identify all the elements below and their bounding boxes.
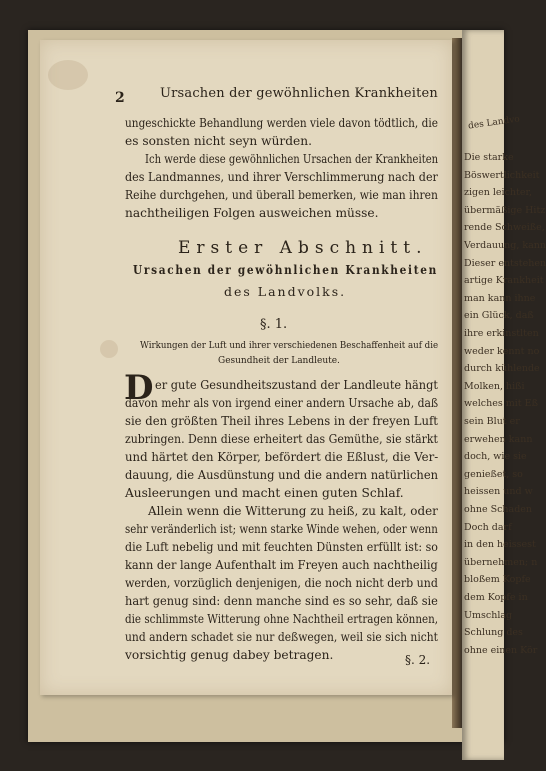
text-line: die Luft nebelig und mit feuchten Dünsten erfüllt ist: so [125, 540, 438, 554]
section-subtitle: Ursachen der gewöhnlichen Krankheiten [133, 262, 439, 277]
facing-page-line: erwehen kann [464, 433, 533, 445]
text-line: Ausleerungen und macht einen guten Schlaf. [125, 486, 404, 500]
section-subtitle-2: des Landvolks. [224, 284, 347, 299]
text-line: des Landmannes, und ihrer Verschlimmerung nach der [125, 170, 438, 184]
paragraph-number: §. 1. [260, 317, 288, 332]
paper-stain [100, 340, 118, 358]
facing-page-line: Die starke [464, 152, 514, 163]
facing-page-header: des Landvo [467, 114, 521, 132]
facing-page-line: bloßem Kopfe [464, 574, 531, 586]
text-line: es sonsten nicht seyn würden. [125, 134, 312, 148]
section-title: Erster Abschnitt. [178, 238, 428, 258]
text-line: dauung, die Ausdünstung und die andern natürlichen [125, 468, 439, 482]
facing-page-line: ein Glück, daß [464, 310, 534, 322]
facing-page-line: ihre erkinstlten [464, 328, 539, 339]
running-title: Ursachen der gewöhnlichen Krankheiten [160, 86, 438, 101]
text-line: nachtheiligen Folgen ausweichen müsse. [125, 206, 379, 220]
facing-page-line: artige Krankheit [464, 275, 544, 287]
paragraph-caption: Wirkungen der Luft und ihrer verschiedenen Beschaffenheit auf die [140, 341, 439, 351]
facing-page-line: in den heissest [464, 539, 536, 551]
text-line: hart genug sind: denn manche sind es so sehr, daß sie [125, 594, 438, 608]
text-line: ungeschickte Behandlung werden viele davon tödtlich, die [125, 116, 438, 130]
book-gutter [452, 38, 462, 728]
facing-page [462, 30, 546, 760]
text-line: Reihe durchgehen, und überall bemerken, wie man ihren [125, 188, 438, 202]
text-line: vorsichtig genug dabey betragen. [125, 648, 334, 662]
facing-page-line: genießet, so [464, 468, 523, 480]
drop-cap: D [124, 368, 154, 408]
text-line: die schlimmste Witterung ohne Nachtheil ertragen können, [125, 612, 439, 626]
facing-page-line: Verdauung, kann [464, 240, 546, 251]
facing-page-line: Doch darf [464, 521, 512, 533]
facing-page-line: durch kühlende [464, 363, 540, 375]
text-line: Ich werde diese gewöhnlichen Ursachen der Krankheiten [145, 152, 439, 166]
paragraph-caption-2: Gesundheit der Landleute. [218, 356, 340, 366]
text-line: werden, vorzüglich denjenigen, die noch nicht derb und [125, 576, 438, 590]
facing-page-line: zigen leichter, [464, 187, 532, 199]
facing-page-line: übernehmen; n [464, 556, 538, 568]
text-line: sehr veränderlich ist; wenn starke Winde wehen, oder wenn [125, 522, 438, 536]
facing-page-line: Umschlag [464, 609, 513, 621]
facing-page-line: heissen und w [464, 486, 533, 498]
text-line: und härtet den Körper, befördert die Eßlust, die Ver- [125, 450, 439, 464]
text-line: er gute Gesundheitszustand der Landleute hängt [155, 378, 438, 392]
text-line: sie den größten Theil ihres Lebens in der freyen Luft [125, 414, 438, 428]
facing-page-line: Dieser entstehen [464, 257, 546, 269]
facing-page-line: Molken, hißi [464, 380, 525, 392]
facing-page-line: doch, wie sie [464, 451, 527, 463]
text-line: kann der lange Aufenthalt im Freyen auch nachtheilig [125, 558, 438, 572]
facing-page-line: Schlung des [464, 627, 523, 639]
facing-page-line: ohne einen Kör [464, 644, 538, 656]
text-line: davon mehr als von irgend einer andern Ursache ab, daß [125, 396, 439, 410]
facing-page-line: sein Blut er [464, 416, 520, 427]
facing-page-line: rende Schweiße, [464, 222, 545, 234]
facing-page-line: welches mit Eß [464, 398, 538, 410]
facing-page-line: dem Kopfe in [464, 592, 528, 603]
facing-page-line: Böswertlichkeit [464, 169, 540, 181]
facing-page-line: ohne Schaden [464, 504, 533, 515]
facing-page-line: weder kennt no [464, 345, 540, 357]
facing-page-line: übermäßige Hitz [464, 204, 546, 216]
text-line: zubringen. Denn diese erheitert das Gemüthe, sie stärkt [125, 432, 438, 446]
page-number: 2 [115, 90, 125, 106]
paper-stain [48, 60, 88, 90]
catchword: §. 2. [405, 653, 431, 667]
text-line: Allein wenn die Witterung zu heiß, zu kalt, oder [148, 504, 438, 518]
text-line: und andern schadet sie nur deßwegen, weil sie sich nicht [125, 630, 438, 644]
facing-page-line: man kann ihne [464, 292, 536, 304]
